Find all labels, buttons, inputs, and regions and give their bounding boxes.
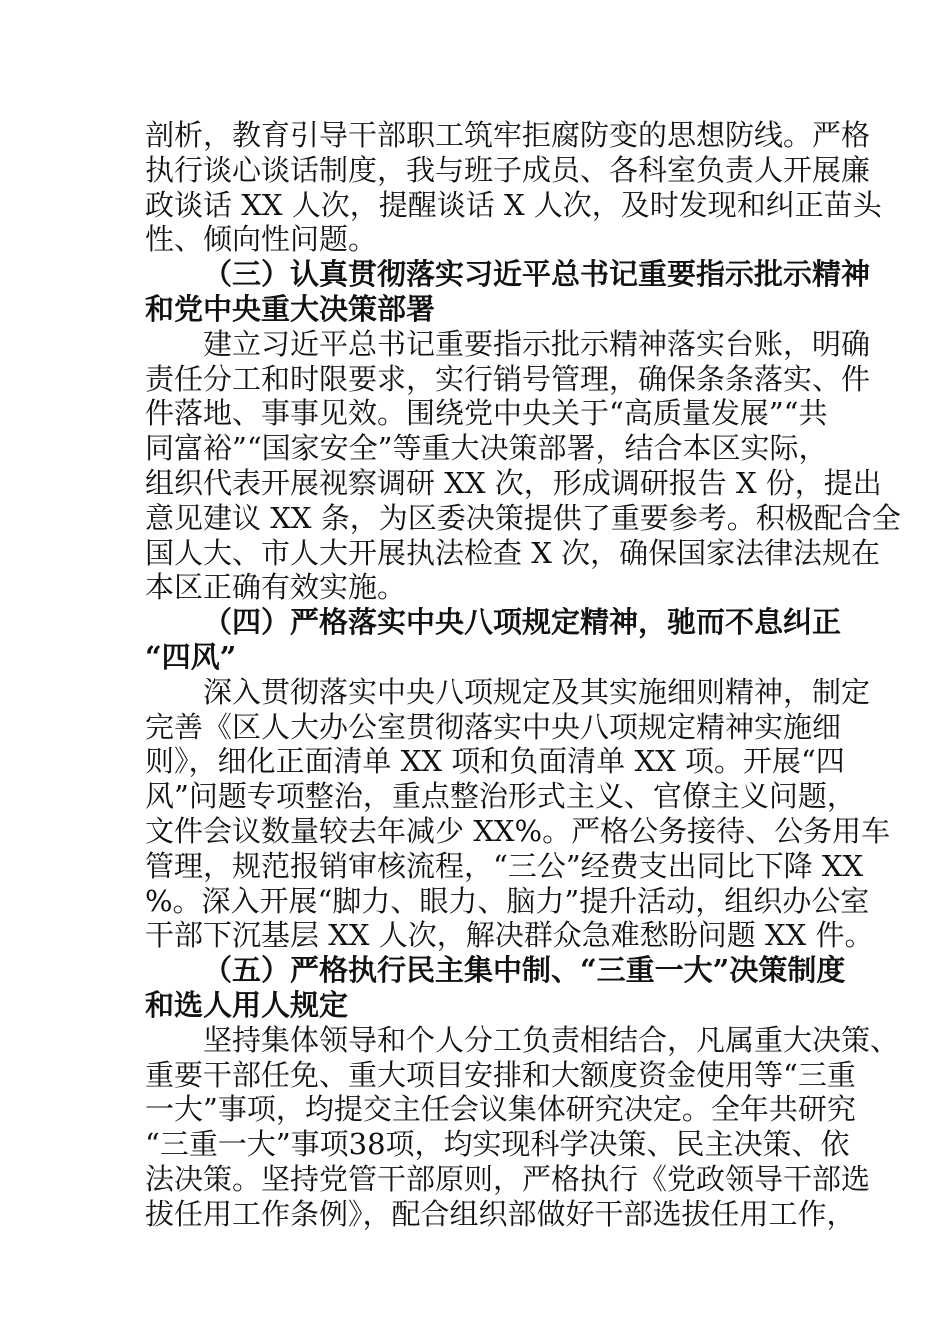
paragraph-line: 管理，规范报销审核流程，“三公”经费支出同比下降 XX: [145, 848, 864, 883]
paragraph-line: 本区正确有效实施。: [145, 570, 407, 605]
paragraph-line: 拔任用工作条例》，配合组织部做好干部选拔任用工作，: [145, 1196, 856, 1231]
section-heading-line: 和选人用人规定: [145, 988, 349, 1022]
paragraph-line: 责任分工和时限要求，实行销号管理，确保条条落实、件: [145, 361, 871, 396]
paragraph-line: 同富裕”“国家安全”等重大决策部署，结合本区实际，: [145, 431, 828, 466]
section-heading-line: （五）严格执行民主集中制、“三重一大”决策制度: [203, 953, 846, 988]
paragraph-line: “三重一大”事项38项，均实现科学决策、民主决策、依: [145, 1127, 850, 1162]
paragraph-line: 政谈话 XX 人次，提醒谈话 X 人次，及时发现和纠正苗头: [145, 187, 882, 222]
paragraph-line: 深入贯彻落实中央八项规定及其实施细则精神，制定: [203, 674, 871, 709]
section-heading-line: （四）严格落实中央八项规定精神，驰而不息纠正: [203, 605, 842, 640]
paragraph-line: 风”问题专项整治，重点整治形式主义、官僚主义问题，: [145, 779, 856, 814]
paragraph-line: 一大”事项，均提交主任会议集体研究决定。全年共研究: [145, 1092, 856, 1127]
paragraph-line: 组织代表开展视察调研 XX 次，形成调研报告 X 份，提出: [145, 466, 882, 500]
paragraph-line: 执行谈心谈话制度，我与班子成员、各科室负责人开展廉: [145, 152, 871, 187]
paragraph-line: 性、倾向性问题。: [145, 222, 378, 257]
paragraph-line: 完善《区人大办公室贯彻落实中央八项规定精神实施细: [145, 709, 842, 744]
section-heading-line: 和党中央重大决策部署: [145, 292, 436, 326]
paragraph-line: 坚持集体领导和个人分工负责相结合，凡属重大决策、: [203, 1022, 900, 1057]
paragraph-line: 国人大、市人大开展执法检查 X 次，确保国家法律法规在: [145, 535, 881, 570]
paragraph-line: %。深入开展“脚力、眼力、脑力”提升活动，组织办公室: [145, 883, 870, 918]
paragraph-line: 建立习近平总书记重要指示批示精神落实台账，明确: [203, 326, 871, 361]
section-heading-line: “四风”: [145, 640, 237, 674]
paragraph-line: 干部下沉基层 XX 人次，解决群众急难愁盼问题 XX 件。: [145, 918, 874, 953]
paragraph-line: 件落地、事事见效。围绕党中央关于“高质量发展”“共: [145, 396, 828, 431]
section-heading-line: （三）认真贯彻落实习近平总书记重要指示批示精神: [203, 257, 871, 292]
paragraph-line: 则》，细化正面清单 XX 项和负面清单 XX 项。开展“四: [145, 744, 845, 779]
paragraph-line: 文件会议数量较去年减少 XX%。严格公务接待、公务用车: [145, 814, 891, 848]
paragraph-line: 意见建议 XX 条，为区委决策提供了重要参考。积极配合全: [145, 500, 901, 535]
paragraph-line: 法决策。坚持党管干部原则，严格执行《党政领导干部选: [145, 1162, 871, 1196]
paragraph-line: 剖析，教育引导干部职工筑牢拒腐防变的思想防线。严格: [145, 118, 871, 152]
paragraph-line: 重要干部任免、重大项目安排和大额度资金使用等“三重: [145, 1057, 856, 1092]
